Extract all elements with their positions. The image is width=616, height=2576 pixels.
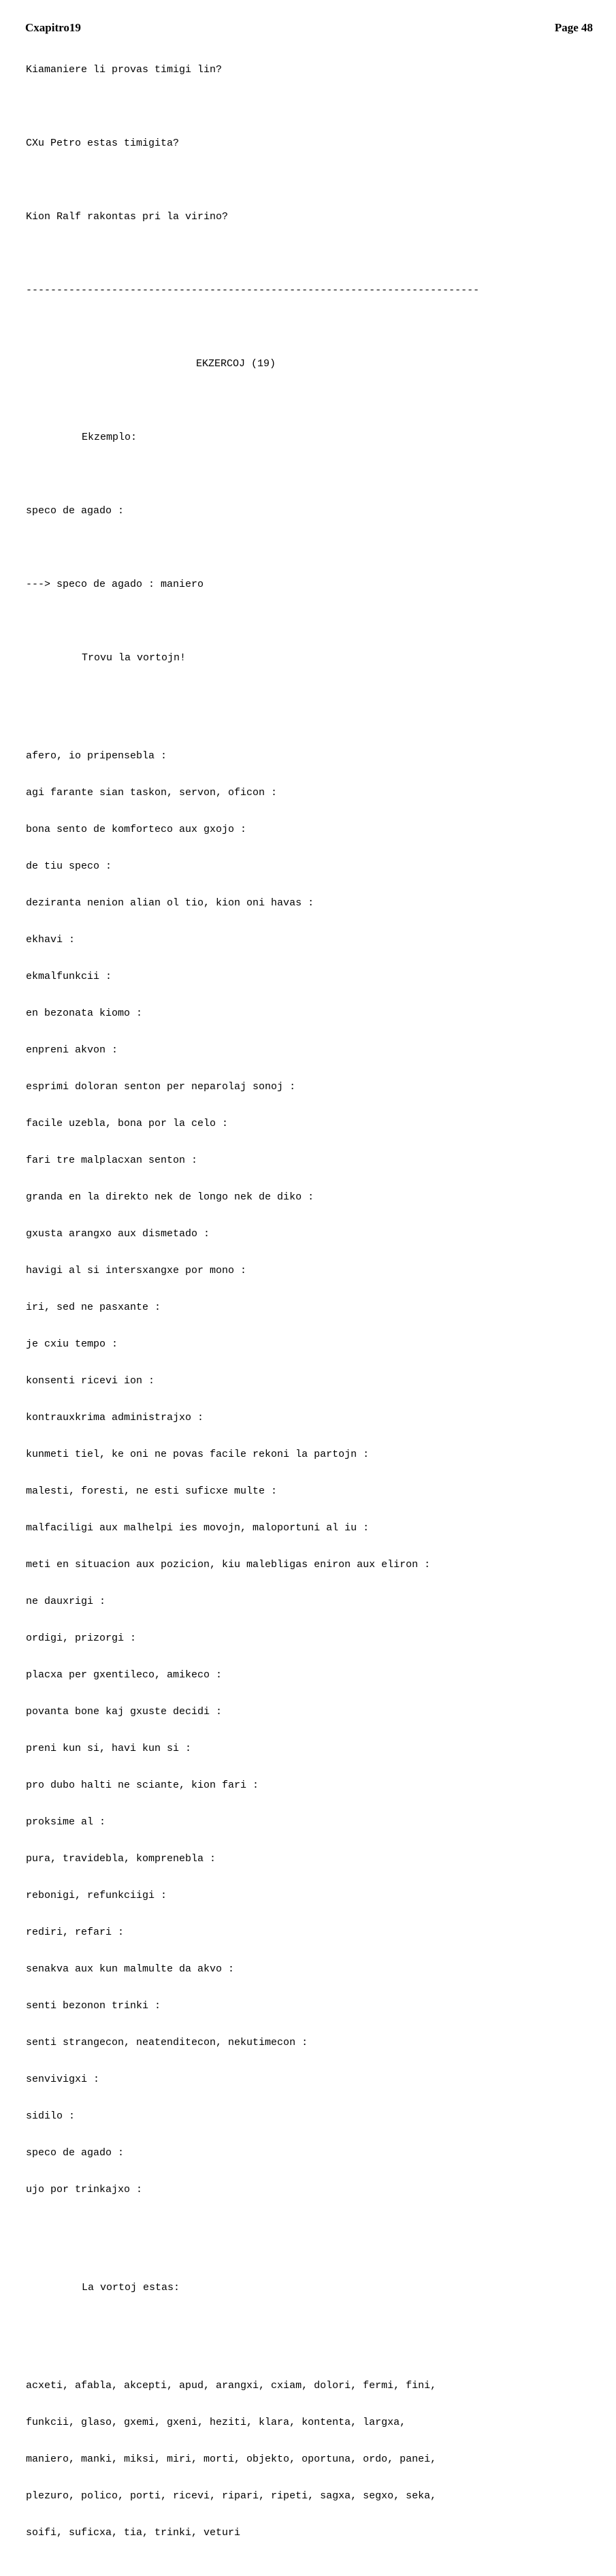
exercise-item: facile uzebla, bona por la celo : (26, 1118, 229, 1129)
exercise-item: pro dubo halti ne sciante, kion fari : (26, 1780, 259, 1791)
exercise-item: deziranta nenion alian ol tio, kion oni havas : (26, 897, 314, 909)
chapter-heading: Cxapitro19 (25, 21, 81, 34)
exercise-item: je cxiu tempo : (26, 1338, 118, 1350)
exercise-item: de tiu speco : (26, 860, 112, 872)
example-answer: ---> speco de agado : maniero (26, 579, 204, 590)
exercise-item: ordigi, prizorgi : (26, 1632, 137, 1644)
exercise-item: preni kun si, havi kun si : (26, 1743, 192, 1754)
exercise-item: agi farante sian taskon, servon, oficon : (26, 787, 278, 799)
question-line: Kion Ralf rakontas pri la virino? (26, 211, 229, 223)
exercise-item: proksime al : (26, 1816, 106, 1828)
exercise-item: kontrauxkrima administrajxo : (26, 1412, 204, 1423)
question-line: Kiamaniere li provas timigi lin? (26, 64, 223, 76)
exercise-item: bona sento de komforteco aux gxojo : (26, 824, 247, 835)
exercise-item: malesti, foresti, ne esti suficxe multe : (26, 1485, 278, 1497)
exercise-item: fari tre malplacxan senton : (26, 1155, 198, 1166)
exercise-item: granda en la direkto nek de longo nek de diko : (26, 1191, 314, 1203)
exercise-item: placxa per gxentileco, amikeco : (26, 1669, 223, 1681)
word-bank-line: soifi, suficxa, tia, trinki, veturi (26, 2527, 241, 2539)
exercise-item: ne dauxrigi : (26, 1596, 106, 1607)
exercise-item: ujo por trinkajxo : (26, 2184, 143, 2195)
word-bank (26, 2355, 479, 2564)
exercise-item: kunmeti tiel, ke oni ne povas facile rekoni la partojn : (26, 1449, 370, 1460)
question-line: CXu Petro estas timigita? (26, 138, 180, 149)
word-bank-line: plezuro, polico, porti, ricevi, ripari, ripeti, sagxa, segxo, seka, (26, 2490, 437, 2502)
exercise-item: malfaciligi aux malhelpi ies movojn, maloportuni al iu : (26, 1522, 370, 1534)
exercise-item: esprimi doloran senton per neparolaj sonoj : (26, 1081, 296, 1093)
word-bank-line: maniero, manki, miksi, miri, morti, objekto, oportuna, ordo, panei, (26, 2453, 437, 2465)
exercise-item: meti en situacion aux pozicion, kiu malebligas eniron aux eliron : (26, 1559, 431, 1571)
exercise-item: pura, travidebla, komprenebla : (26, 1853, 216, 1865)
instruction: Trovu la vortojn! (82, 652, 187, 664)
example-label: Ekzemplo: (82, 432, 137, 443)
exercise-item: enpreni akvon : (26, 1044, 118, 1056)
word-bank-label: La vortoj estas: (82, 2282, 180, 2293)
exercise-title: EKZERCOJ (19) (196, 358, 276, 370)
exercise-item: ekmalfunkcii : (26, 971, 112, 982)
exercise-item: en bezonata kiomo : (26, 1008, 143, 1019)
word-bank-line: acxeti, afabla, akcepti, apud, arangxi, cxiam, dolori, fermi, fini, (26, 2380, 437, 2392)
document-body (26, 39, 479, 2576)
exercise-item: senakva aux kun malmulte da akvo : (26, 1963, 235, 1975)
exercise-item: konsenti ricevi ion : (26, 1375, 155, 1387)
exercise-item: rebonigi, refunkciigi : (26, 1890, 167, 1901)
exercise-item: speco de agado : (26, 2147, 125, 2159)
exercise-item: senti bezonon trinki : (26, 2000, 161, 2012)
section-divider: -------------------------------------------------------------------------- (26, 285, 480, 296)
exercise-item-list (26, 726, 479, 2221)
word-bank-line: funkcii, glaso, gxemi, gxeni, heziti, klara, kontenta, largxa, (26, 2417, 406, 2428)
example-prompt: speco de agado : (26, 505, 125, 517)
page-number: Page 48 (554, 21, 593, 34)
exercise-item: havigi al si intersxangxe por mono : (26, 1265, 247, 1276)
exercise-item: senti strangecon, neatenditecon, nekutimecon : (26, 2037, 308, 2048)
exercise-item: povanta bone kaj gxuste decidi : (26, 1706, 223, 1718)
exercise-item: senvivigxi : (26, 2074, 100, 2085)
exercise-item: gxusta arangxo aux dismetado : (26, 1228, 210, 1240)
exercise-item: sidilo : (26, 2110, 76, 2122)
exercise-item: rediri, refari : (26, 1927, 125, 1938)
exercise-item: afero, io pripensebla : (26, 750, 167, 762)
exercise-item: iri, sed ne pasxante : (26, 1302, 161, 1313)
exercise-item: ekhavi : (26, 934, 76, 946)
